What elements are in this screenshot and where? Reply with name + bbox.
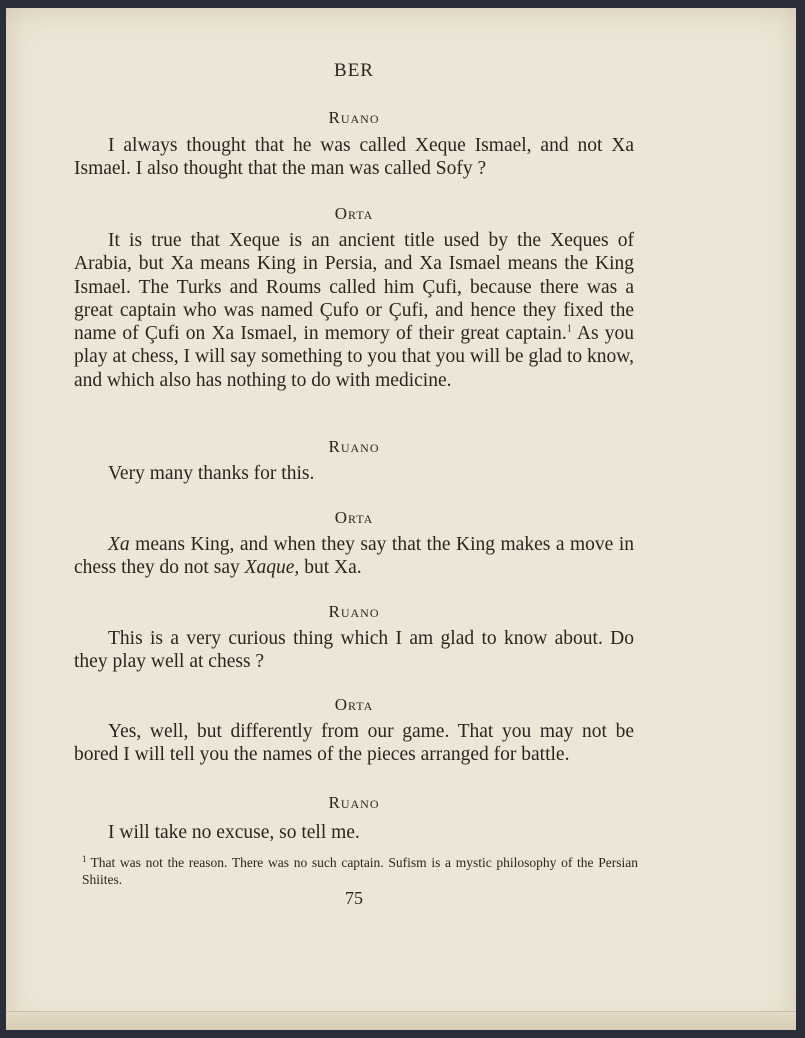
speaker-label: Orta xyxy=(334,695,374,714)
footnote-marker: 1 xyxy=(82,853,87,864)
dialogue-paragraph: Very many thanks for this. xyxy=(108,463,315,484)
footnote: $^1$ That was not the reason. There was no such captain. Sufism is a mystic philosophy of the Persian Shiites. xyxy=(82,853,638,887)
footnote-marker: 1 xyxy=(566,323,572,335)
book-page xyxy=(6,8,796,1030)
speaker-label: Ruano xyxy=(328,602,380,621)
running-head: BER xyxy=(334,60,374,81)
page-edge xyxy=(6,1011,796,1030)
speaker-label: Orta xyxy=(334,204,374,223)
dialogue-paragraph: Xa means King, and when they say that the King makes a move in chess they do not say Xaque, but Xa. xyxy=(74,534,634,579)
dialogue-paragraph: I always thought that he was called Xeque Ismael, and not Xa Ismael. I also thought that the man was called Sofy ? xyxy=(74,135,634,180)
speaker-label: Ruano xyxy=(328,437,380,456)
speaker-label: Orta xyxy=(334,508,374,527)
dialogue-paragraph: This is a very curious thing which I am glad to know about. Do they play well at chess ? xyxy=(74,628,634,673)
dialogue-paragraph: Yes, well, but differently from our game. That you may not be bored I will tell you the names of the pieces arranged for battle. xyxy=(74,721,634,766)
dialogue-paragraph: It is true that Xeque is an ancient title used by the Xeques of Arabia, but Xa means King in Persia, and Xa Ismael means the King Ismael. The Turks and Roums called him Çufi, because there was a great captain who was named Çufo or Çufi, and hence they fixed the name of Çufi on Xa Ismael, in memory of their great captain.$^1$ As you play at chess, I will say something to you that you will be glad to know, and which also has nothing to do with medicine. xyxy=(74,230,634,391)
speaker-label: Ruano xyxy=(328,108,380,127)
page-number: 75 xyxy=(345,888,363,908)
dialogue-paragraph: I will take no excuse, so tell me. xyxy=(108,822,360,843)
speaker-label: Ruano xyxy=(328,793,380,812)
